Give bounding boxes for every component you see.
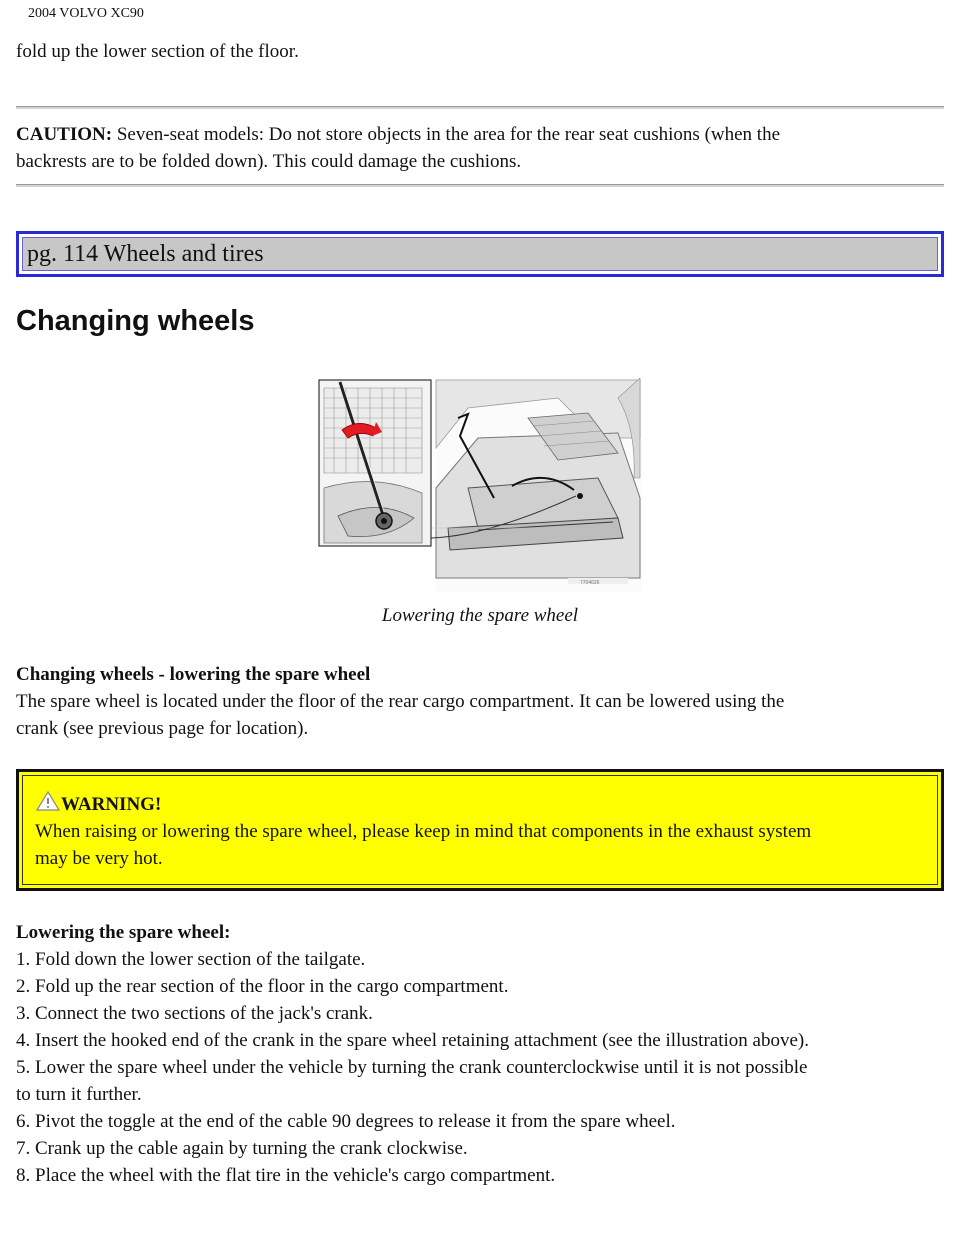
warning-line-1: When raising or lowering the spare wheel, please keep in mind that components in the exhaust system xyxy=(35,821,812,842)
list-item: 4. Insert the hooked end of the crank in the spare wheel retaining attachment (see the illustration above). xyxy=(16,1030,809,1051)
list-item: 6. Pivot the toggle at the end of the cable 90 degrees to release it from the spare wheel. xyxy=(16,1111,676,1132)
caution-line-2: backrests are to be folded down). This could damage the cushions. xyxy=(16,151,522,172)
warning-title: WARNING! xyxy=(61,794,162,815)
caution-label: CAUTION: xyxy=(16,124,113,145)
list-item: 7. Crank up the cable again by turning the crank clockwise. xyxy=(16,1138,468,1159)
page-heading: Changing wheels xyxy=(16,305,255,337)
steps-list xyxy=(16,919,946,1189)
list-item: 8. Place the wheel with the flat tire in the vehicle's cargo compartment. xyxy=(16,1165,556,1186)
warning-box xyxy=(16,769,944,891)
list-item: 5. Lower the spare wheel under the vehicle by turning the crank counterclockwise until it is not possible xyxy=(16,1057,808,1078)
divider xyxy=(16,106,944,109)
divider xyxy=(16,184,944,187)
figure-code: 7704626 xyxy=(580,580,600,586)
list-item: 2. Fold up the rear section of the floor in the cargo compartment. xyxy=(16,976,509,997)
intro-text: fold up the lower section of the floor. xyxy=(16,41,299,62)
warning-title-row xyxy=(35,790,927,818)
subsection-title: Changing wheels - lowering the spare wheel xyxy=(16,664,371,685)
list-item: 3. Connect the two sections of the jack's crank. xyxy=(16,1003,373,1024)
section-title: pg. 114 Wheels and tires xyxy=(22,237,938,271)
cargo-compartment-view xyxy=(431,378,642,592)
subsection-line-1: The spare wheel is located under the floor of the rear cargo compartment. It can be lowered using the xyxy=(16,691,785,712)
list-item: 1. Fold down the lower section of the tailgate. xyxy=(16,949,366,970)
warning-line-2: may be very hot. xyxy=(35,848,163,869)
subsection-paragraph xyxy=(16,661,784,742)
warning-triangle-icon xyxy=(35,790,61,812)
caution-paragraph xyxy=(16,121,780,175)
document-header: 2004 VOLVO XC90 xyxy=(28,6,144,21)
crank-detail-panel xyxy=(319,380,431,546)
list-item: to turn it further. xyxy=(16,1084,142,1105)
subsection-line-2: crank (see previous page for location). xyxy=(16,718,309,739)
section-bar xyxy=(16,231,944,277)
spare-wheel-illustration xyxy=(318,378,642,592)
steps-title: Lowering the spare wheel: xyxy=(16,922,231,943)
figure-caption: Lowering the spare wheel xyxy=(381,605,579,626)
caution-line-1: Seven-seat models: Do not store objects in the area for the rear seat cushions (when the xyxy=(112,124,781,145)
